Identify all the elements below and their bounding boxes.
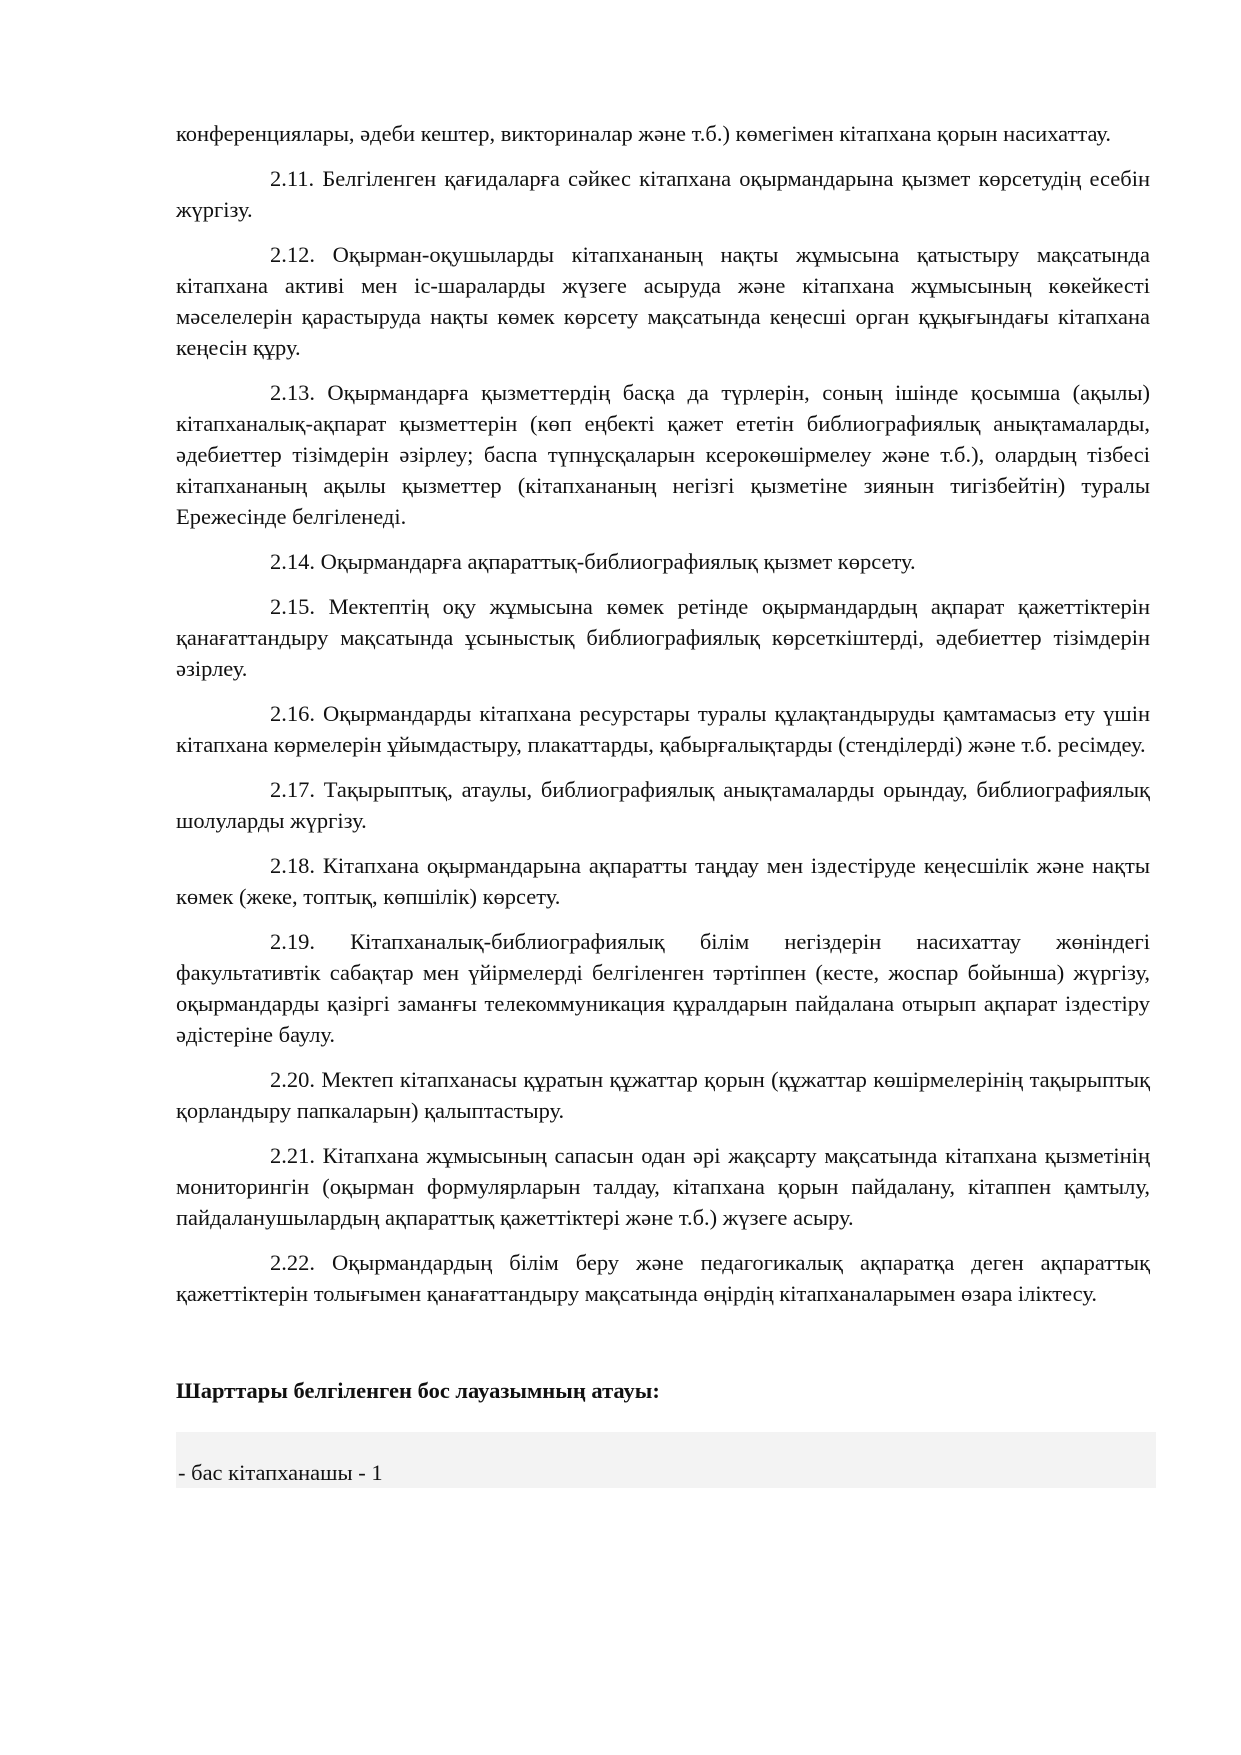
paragraph-2-11: 2.11. Белгіленген қағидаларға сәйкес кітапхана оқырмандарына қызмет көрсетудің есебін жүргізу. — [176, 166, 1150, 222]
paragraph-2-19: 2.19. Кітапханалық-библиографиялық білім негіздерін насихаттау жөніндегі факультативтік сабақтар мен үйірмелерді белгіленген тәртіппен (кесте, жоспар бойынша) жүргізу, оқырмандарды қазіргі заманғы телекоммуникация құралдарын пайдалана отырып ақпарат іздестіру әдістеріне баулу. — [176, 929, 1150, 1047]
paragraph-2-15: 2.15. Мектептің оқу жұмысына көмек ретінде оқырмандардың ақпарат қажеттіктерін қанағаттандыру мақсатында ұсыныстық библиографиялық көрсеткіштерді, әдебиеттер тізімдерін әзірлеу. — [176, 594, 1150, 681]
paragraph-2-17: 2.17. Тақырыптық, атаулы, библиографиялық анықтамаларды орындау, библиографиялық шолуларды жүргізу. — [176, 777, 1150, 833]
document-page — [176, 118, 1150, 1488]
paragraph-2-18: 2.18. Кітапхана оқырмандарына ақпаратты таңдау мен іздестіруде кеңесшілік және нақты көмек (жеке, топтық, көпшілік) көрсету. — [176, 853, 1150, 909]
vacancy-item: - бас кітапханашы - 1 — [178, 1460, 383, 1485]
paragraph-2-22: 2.22. Оқырмандардың білім беру және педагогикалық ақпаратқа деген ақпараттық қажеттіктерін толығымен қанағаттандыру мақсатында өңірдің кітапханаларымен өзара іліктесу. — [176, 1250, 1150, 1306]
paragraph-2-20: 2.20. Мектеп кітапханасы құратын құжаттар қорын (құжаттар көшірмелерінің тақырыптық қорландыру папкаларын) қалыптастыру. — [176, 1067, 1150, 1123]
vacancy-heading: Шарттары белгіленген бос лауазымның атауы: — [176, 1378, 660, 1403]
paragraph-2-12: 2.12. Оқырман-оқушыларды кітапхананың нақты жұмысына қатыстыру мақсатында кітапхана активі мен іс-шараларды жүзеге асыруда және кітапхана жұмысының көкейкесті мәселелерін қарастыруда нақты көмек көрсету мақсатында кеңесші орган құқығындағы кітапхана кеңесін құру. — [176, 242, 1150, 360]
paragraph-2-13: 2.13. Оқырмандарға қызметтердің басқа да түрлерін, соның ішінде қосымша (ақылы) кітапханалық-ақпарат қызметтерін (көп еңбекті қажет ететін библиографиялық анықтамаларды, әдебиеттер тізімдерін әзірлеу; баспа түпнұсқаларын ксерокөшірмелеу және т.б.), олардың тізбесі кітапхананың ақылы қызметтер (кітапхананың негізгі қызметіне зиянын тигізбейтін) туралы Ережесінде белгіленеді. — [176, 380, 1150, 529]
paragraph-2-16: 2.16. Оқырмандарды кітапхана ресурстары туралы құлақтандыруды қамтамасыз ету үшін кітапхана көрмелерін ұйымдастыру, плакаттарды, қабырғалықтарды (стенділерді) және т.б. ресімдеу. — [176, 701, 1150, 757]
paragraph-2-14: 2.14. Оқырмандарға ақпараттық-библиографиялық қызмет көрсету. — [270, 549, 916, 574]
intro-paragraph: конференциялары, әдеби кештер, викториналар және т.б.) көмегімен кітапхана қорын насихаттау. — [176, 121, 1111, 146]
paragraph-2-21: 2.21. Кітапхана жұмысының сапасын одан әрі жақсарту мақсатында кітапхана қызметінің мониторингін (оқырман формулярларын талдау, кітапхана қорын пайдалану, кітаппен қамтылу, пайдаланушылардың ақпараттық қажеттіктері және т.б.) жүзеге асыру. — [176, 1143, 1150, 1230]
vacancy-list-box — [176, 1432, 1156, 1488]
